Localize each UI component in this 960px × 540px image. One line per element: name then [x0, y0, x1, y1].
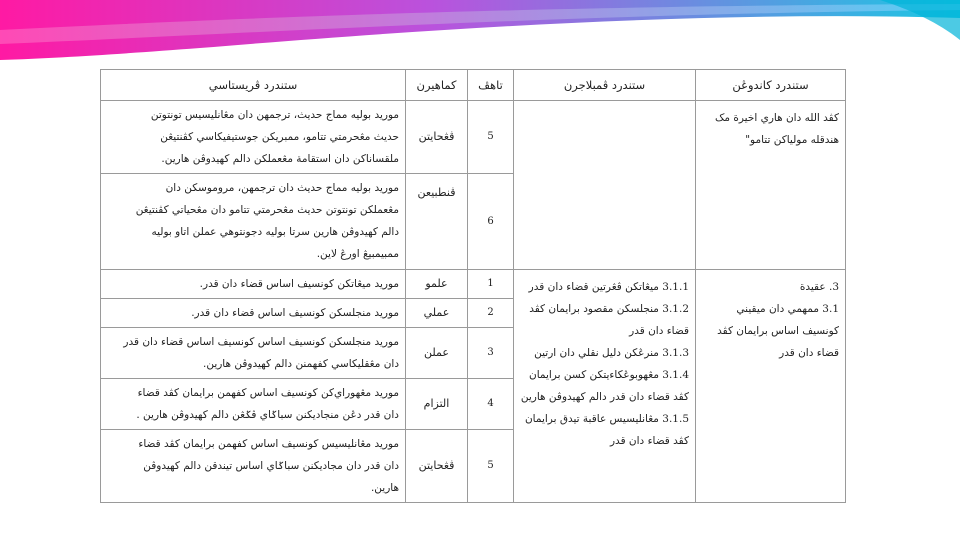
- kemahiran-cell: ڤڠحايتن: [406, 101, 468, 174]
- item-num: 3.1.2: [662, 303, 689, 315]
- perestasi-cell: [101, 101, 406, 174]
- pembelajaran-cell-bottom: [514, 270, 696, 503]
- desc-line: موريد منجلسكن كونسيف اساس كونسيف اساس قضاء دان قدر: [123, 336, 399, 348]
- header-kemahiran: كماهيرن: [406, 70, 468, 101]
- kemahiran-cell: عملن: [406, 328, 468, 379]
- desc-line: دان مڠقليكاسي كفهمنن دالم كهيدوڤن هارين.: [202, 358, 399, 370]
- item-num: 3.1.5: [662, 413, 689, 425]
- item-text: مڠانليسيس عاقبة تيدق برايمان كڤد قضاء دان قدر: [524, 413, 689, 447]
- kandungan-cell-top: [696, 101, 846, 270]
- table-row: [101, 270, 846, 299]
- desc-line: مڠعملكن تونتوتن حديث مڠحرمتي تتامو دان مڠحياتي كڤنتيڠن: [135, 204, 399, 216]
- desc-line: ملقساناكن دان استقامة مڠعملكن دالم كهيدوڤن هارين.: [161, 153, 399, 165]
- desc-line: موريد بوليه مماج حديث، ترجمهن دان مڠانليسيس تونتوتن: [150, 109, 399, 121]
- tahap-cell: 5: [468, 430, 514, 503]
- item-num: 3.1.3: [662, 347, 689, 359]
- tahap-cell: 2: [468, 299, 514, 328]
- item-text: ميڠاتكن ڤڠرتين قضاء دان قدر: [528, 281, 659, 293]
- standards-table: [100, 69, 846, 503]
- kemahiran-cell: علمو: [406, 270, 468, 299]
- header-tahap: تاهڤ: [468, 70, 514, 101]
- decorative-ribbon: [0, 0, 960, 60]
- table-header-row: [101, 70, 846, 101]
- item-num: 3.1.1: [662, 281, 689, 293]
- kandungan-sub-line: [702, 298, 839, 364]
- desc-line: موريد بوليه مماج حديث دان ترجمهن، مروموسكن دان: [165, 182, 399, 194]
- kemahiran-cell: التزام: [406, 379, 468, 430]
- perestasi-cell: [101, 299, 406, 328]
- pembelajaran-item: [520, 298, 689, 342]
- perestasi-cell: [101, 328, 406, 379]
- desc-line: ممبيمبيڠ اورڠ لاين.: [316, 248, 399, 260]
- pembelajaran-item: [520, 364, 689, 408]
- kandungan-num: 3.: [828, 281, 839, 293]
- desc-line: موريد مڠانليسيس كونسيف اساس كفهمن برايمان كڤد قضاء: [138, 438, 399, 450]
- kemahiran-cell: ڤڠحايتن: [406, 430, 468, 503]
- tahap-cell: 4: [468, 379, 514, 430]
- table-row: [101, 101, 846, 174]
- header-perestasi: ستندرد ڤريستاسي: [101, 70, 406, 101]
- desc-line: هارين.: [370, 482, 399, 494]
- tahap-cell: 3: [468, 328, 514, 379]
- tahap-cell: 5: [468, 101, 514, 174]
- perestasi-cell: [101, 379, 406, 430]
- kemahiran-cell: عملي: [406, 299, 468, 328]
- item-num: 3.1.4: [662, 369, 689, 381]
- perestasi-cell: [101, 174, 406, 270]
- kandungan-top-text: كڤد الله دان هاري اخيرة مک هندقله مولياكن تتامو": [715, 112, 839, 146]
- perestasi-cell: [101, 270, 406, 299]
- pembelajaran-item: [520, 276, 689, 298]
- kandungan-cell-bottom: [696, 270, 846, 503]
- item-text: منجلسكن مقصود برايمان كڤد قضاء دان قدر: [529, 303, 689, 337]
- kemahiran-cell: ڤنطبيعن: [406, 174, 468, 270]
- pembelajaran-item: [520, 408, 689, 452]
- item-text: منرڠكن دليل نقلي دان ارتين: [534, 347, 659, 359]
- tahap-cell: 1: [468, 270, 514, 299]
- kandungan-sub-text: ممهمي دان ميقيني كونسيف اساس برايمان كڤد قضاء دان قدر: [717, 303, 839, 359]
- kandungan-title: عقيدة: [799, 281, 826, 293]
- tahap-cell: 6: [468, 174, 514, 270]
- desc-line: حديث مڠحرمتي تتامو، ممبريكن جوستيفيكاسي كڤنتيڠن: [160, 131, 399, 143]
- item-text: مڠهوبوڠكاءيتكن كسن برايمان كڤد قضاء دان قدر دالم كهيدوڤن هارين: [520, 369, 689, 403]
- desc-line: موريد منجلسكن كونسيف اساس قضاء دان قدر.: [191, 307, 399, 319]
- pembelajaran-item: [520, 342, 689, 364]
- desc-line: دان قدر دان مجاديكنن سباݢاي اساس تيندقن دالم كهيدوڤن: [143, 460, 399, 472]
- standards-table-container: [100, 69, 845, 493]
- perestasi-cell: [101, 430, 406, 503]
- header-kandungan: ستندرد كاندوڠن: [696, 70, 846, 101]
- kandungan-sub-num: 3.1: [822, 303, 839, 315]
- desc-line: دالم كهيدوڤن هارين سرتا بوليه دجونتوهي عملن اتاو بوليه: [151, 226, 399, 238]
- desc-line: دان قدر دڠن منجاديكنن سباݢاي ڤݢڠن دالم كهيدوڤن هارين .: [136, 409, 399, 421]
- kandungan-title-line: [702, 276, 839, 298]
- desc-line: موريد مڠهوراي‌كن كونسيف اساس كفهمن برايمان كڤد قضاء: [137, 387, 399, 399]
- desc-line: موريد ميڠاتكن كونسيف اساس قضاء دان قدر.: [199, 278, 399, 290]
- header-pembelajaran: ستندرد ڤمبلاجرن: [514, 70, 696, 101]
- pembelajaran-cell-top: [514, 101, 696, 270]
